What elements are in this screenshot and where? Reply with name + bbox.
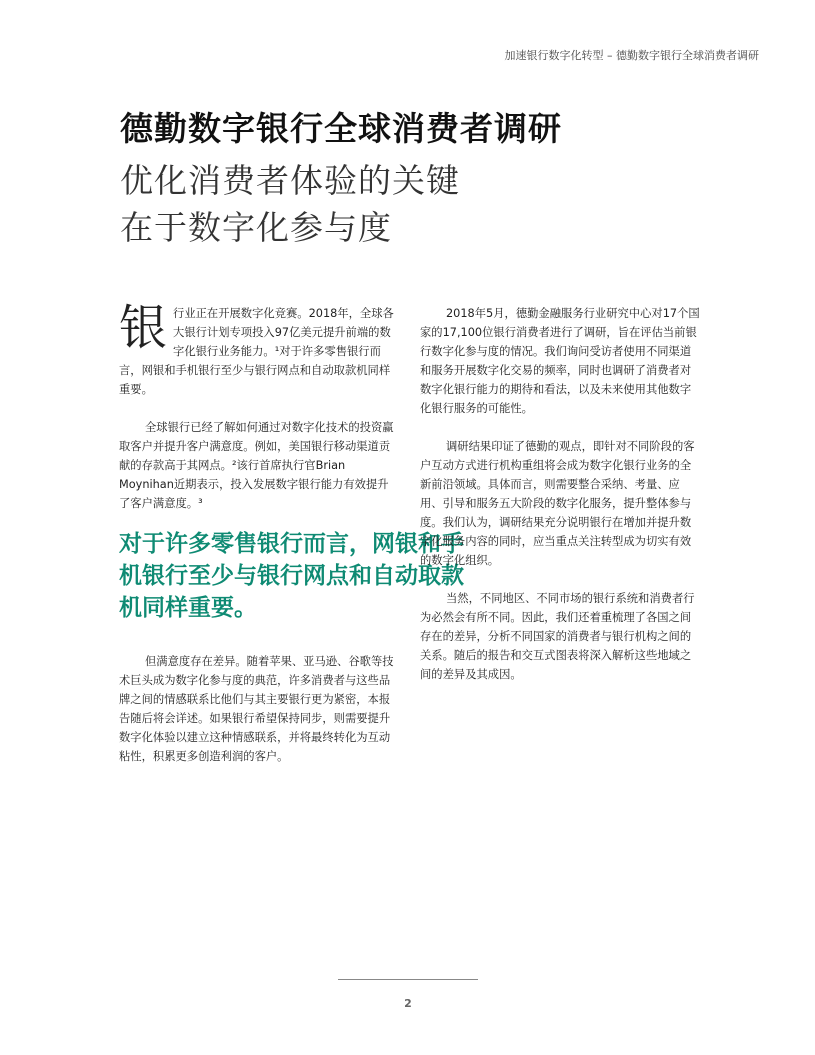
right-paragraph-1: 2018年5月，德勤金融服务行业研究中心对17个国家的17,100位银行消费者进行了调研，旨在评估当前银行数字化参与度的情况。我们询问受访者使用不同渠道和服务开展数字化交易的频率，同时也调研了消费者对数字化银行能力的期待和看法，以及未来使用其他数字化银行服务的可能性。 (420, 307, 700, 415)
subtitle-line-1: 优化消费者体验的关键 (120, 161, 460, 200)
left-paragraph-2: 全球银行已经了解如何通过对数字化技术的投资赢取客户并提升客户满意度。例如，美国银行移动渠道贡献的存款高于其网点。²该行首席执行官Brian Moynihan近期表示，投入发展数字银行能力有效提升了客户满意度。³ (119, 421, 394, 510)
page-number: 2 (404, 997, 412, 1010)
left-column-top (119, 300, 397, 513)
pull-quote: 对于许多零售银行而言，网银和手机银行至少与银行网点和自动取款机同样重要。 (119, 531, 464, 621)
left-column-bottom (119, 652, 397, 766)
drop-cap: 银 (119, 300, 168, 356)
running-header: 加速银行数字化转型 – 德勤数字银行全球消费者调研 (504, 49, 759, 62)
page-title: 德勤数字银行全球消费者调研 (120, 109, 562, 148)
left-paragraph-3: 但满意度存在差异。随着苹果、亚马逊、谷歌等技术巨头成为数字化参与度的典范，许多消费者与这些品牌之间的情感联系比他们与其主要银行更为紧密，本报告随后将会详述。如果银行希望保持同步，则需要提升数字化体验以建立这种情感联系，并将最终转化为互动粘性，积累更多创造利润的客户。 (119, 655, 394, 763)
right-paragraph-2: 调研结果印证了德勤的观点，即针对不同阶段的客户互动方式进行机构重组将会成为数字化银行业务的全新前沿领域。具体而言，则需要整合采纳、考量、应用、引导和服务五大阶段的数字化服务，提升整体参与度。我们认为，调研结果充分说明银行在增加并提升数字化服务内容的同时，应当重点关注转型成为切实有效的数字化组织。 (420, 440, 695, 567)
left-paragraph-1-text: 行业正在开展数字化竞赛。2018年，全球各大银行计划专项投入97亿美元提升前端的数字化银行业务能力。¹对于许多零售银行而言，网银和手机银行至少与银行网点和自动取款机同样重要。 (119, 307, 394, 396)
right-column (420, 304, 702, 684)
footer-divider (338, 979, 478, 980)
left-paragraph-1 (119, 300, 397, 399)
right-paragraph-3: 当然，不同地区、不同市场的银行系统和消费者行为必然会有所不同。因此，我们还着重梳理了各国之间存在的差异，分析不同国家的消费者与银行机构之间的关系。随后的报告和交互式图表将深入解析这些地域之间的差异及其成因。 (420, 592, 695, 681)
subtitle-line-2: 在于数字化参与度 (120, 208, 392, 247)
